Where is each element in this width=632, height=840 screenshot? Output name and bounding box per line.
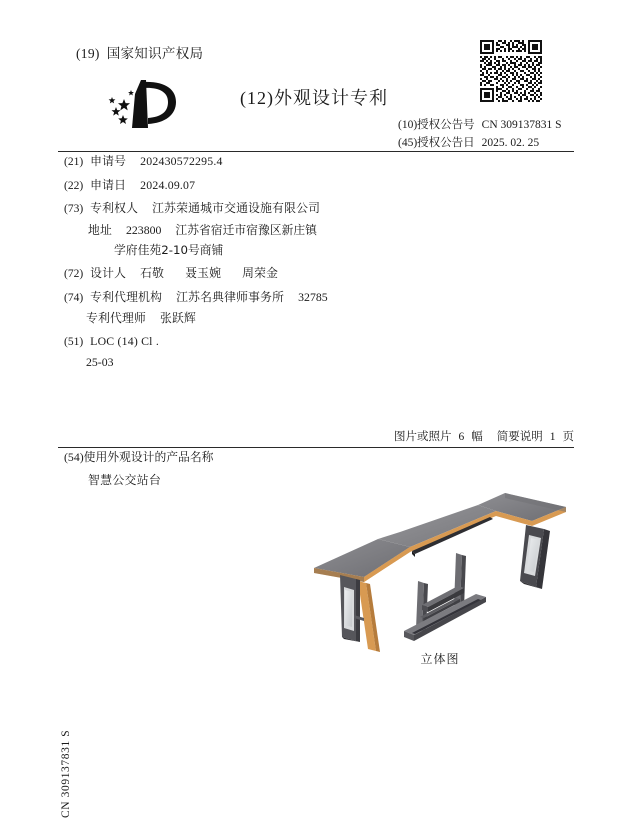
designer-name-2: 聂玉婉 (185, 266, 222, 281)
smart-bus-shelter-perspective (300, 455, 580, 655)
publication-date-value: 2025. 02. 25 (481, 137, 540, 149)
agent-label: 专利代理师 (86, 311, 146, 326)
publication-number-value: CN 309137831 S (481, 119, 562, 131)
publication-number (398, 116, 562, 132)
section-divider (58, 447, 574, 448)
agency-label: 专利代理机构 (90, 289, 163, 304)
application-number-value: 202430572295.4 (140, 154, 223, 168)
classification-code: (51) (64, 335, 84, 348)
address-line-2: 学府佳苑2-10号商铺 (114, 243, 224, 258)
application-number-row (64, 156, 484, 169)
publication-date-code: (45) (398, 137, 418, 149)
application-date-value: 2024.09.07 (140, 177, 196, 192)
patentee-name: 江苏荣通城市交通设施有限公司 (152, 201, 321, 215)
product-name-label: 使用外观设计的产品名称 (83, 450, 214, 464)
figure-count-line (0, 428, 574, 444)
bibliographic-data (64, 156, 484, 380)
application-date-label: 申请日 (90, 177, 127, 192)
images-count: 6 (458, 431, 465, 443)
office-name: 国家知识产权局 (106, 46, 204, 62)
product-name-code: (54) (64, 450, 84, 464)
classification-value-wrap (64, 357, 484, 369)
patent-type-code: (12) (240, 88, 274, 108)
classification-row (64, 333, 484, 370)
publication-number-label: 授权公告号 (417, 117, 475, 131)
agent-line (64, 313, 484, 325)
issuing-office (76, 42, 203, 62)
brief-description-unit: 页 (562, 429, 574, 443)
brief-description-count: 1 (549, 431, 556, 443)
address-postcode: 223800 (126, 222, 162, 237)
product-name-value: 智慧公交站台 (88, 472, 162, 487)
designer-name-3: 周荣金 (242, 266, 279, 281)
header-divider (58, 151, 574, 152)
patent-type-label: 外观设计专利 (274, 88, 388, 109)
address-line-1: 江苏省宿迁市宿豫区新庄镇 (175, 222, 317, 237)
patentee-address-line-2-wrap (64, 245, 484, 257)
figure-caption: 立体图 (420, 652, 460, 666)
application-number-code: (21) (64, 156, 84, 168)
application-number-label: 申请号 (90, 154, 127, 168)
patentee-label: 专利权人 (90, 201, 139, 215)
classification-label: LOC (14) Cl . (90, 333, 159, 348)
agency-row (64, 289, 484, 326)
address-label: 地址 (88, 222, 112, 237)
publication-date-label: 授权公告日 (417, 135, 475, 149)
publication-number-code: (10) (398, 119, 418, 131)
agency-registration-number: 32785 (298, 289, 328, 304)
brief-description-label: 简要说明 (496, 429, 543, 443)
designer-row (64, 268, 484, 281)
application-date-code: (22) (64, 179, 84, 192)
application-date-row (64, 177, 484, 193)
agency-name: 江苏名典律师事务所 (176, 289, 285, 304)
images-unit: 幅 (471, 429, 483, 443)
patentee-address-line (64, 222, 484, 237)
designer-code: (72) (64, 268, 84, 281)
patentee-row (64, 203, 484, 257)
product-name-block (64, 452, 213, 487)
patent-type-heading (240, 84, 388, 110)
patentee-code: (73) (64, 203, 84, 215)
classification-value: 25-03 (86, 355, 114, 370)
side-publication-number: CN 309137831 S (60, 729, 72, 818)
agent-name: 张跃辉 (160, 311, 196, 326)
publication-date (398, 134, 539, 150)
cnipa-logo (96, 74, 188, 134)
designer-name-1: 石敬 (140, 266, 165, 281)
images-label: 图片或照片 (394, 429, 452, 443)
side-publication-identifier (44, 690, 72, 820)
qr-code (478, 38, 544, 104)
agency-code-label: (74) (64, 291, 84, 304)
office-code: (19) (76, 46, 100, 61)
designer-label: 设计人 (90, 266, 127, 281)
